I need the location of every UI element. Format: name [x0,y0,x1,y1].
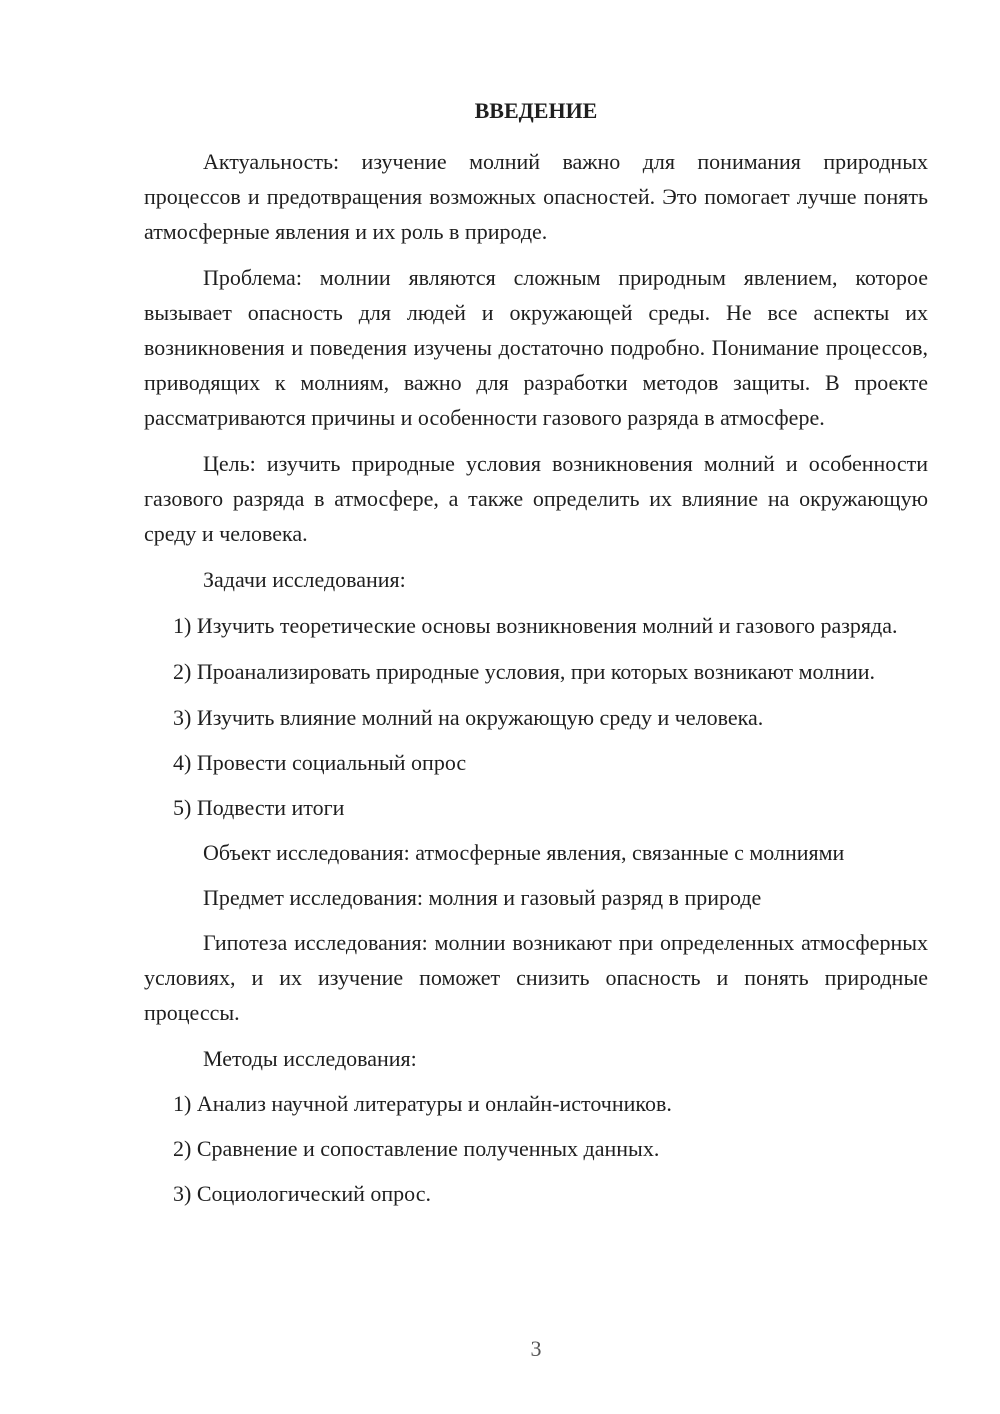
task-item-4: 4) Провести социальный опрос [173,750,467,775]
page-title: ВВЕДЕНИЕ [474,98,598,123]
method-item-1: 1) Анализ научной литературы и онлайн-источников. [173,1091,672,1116]
document-body [144,144,928,1221]
method-item-3: 3) Социологический опрос. [173,1181,431,1206]
paragraph-methods-heading: Методы исследования: [203,1046,417,1071]
task-item-5: 5) Подвести итоги [173,795,345,820]
paragraph-hypothesis: Гипотеза исследования: молнии возникают при определенных атмосферных условиях, и их изучение поможет снизить опасность и понять природные процессы. [144,930,928,1025]
paragraph-goal: Цель: изучить природные условия возникновения молний и особенности газового разряда в атмосфере, а также определить их влияние на окружающую среду и человека. [144,451,928,546]
paragraph-object: Объект исследования: атмосферные явления, связанные с молниями [203,840,845,865]
paragraph-relevance: Актуальность: изучение молний важно для понимания природных процессов и предотвращения возможных опасностей. Это помогает лучше понять атмосферные явления и их роль в природе. [144,149,928,244]
method-item-2: 2) Сравнение и сопоставление полученных данных. [173,1136,660,1161]
task-item-1: 1) Изучить теоретические основы возникновения молний и газового разряда. [173,613,898,638]
paragraph-problem: Проблема: молнии являются сложным природным явлением, которое вызывает опасность для людей и окружающей среды. Не все аспекты их возникновения и поведения изучены достаточно подробно. Понимание процессов, приводящих к молниям, важно для разработки методов защиты. В проекте рассматриваются причины и особенности газового разряда в атмосфере. [144,265,928,430]
page-number: 3 [530,1336,542,1361]
paragraph-tasks-heading: Задачи исследования: [203,567,406,592]
paragraph-subject: Предмет исследования: молния и газовый разряд в природе [203,885,762,910]
task-item-2: 2) Проанализировать природные условия, при которых возникают молнии. [173,659,876,684]
task-item-3: 3) Изучить влияние молний на окружающую среду и человека. [173,705,764,730]
